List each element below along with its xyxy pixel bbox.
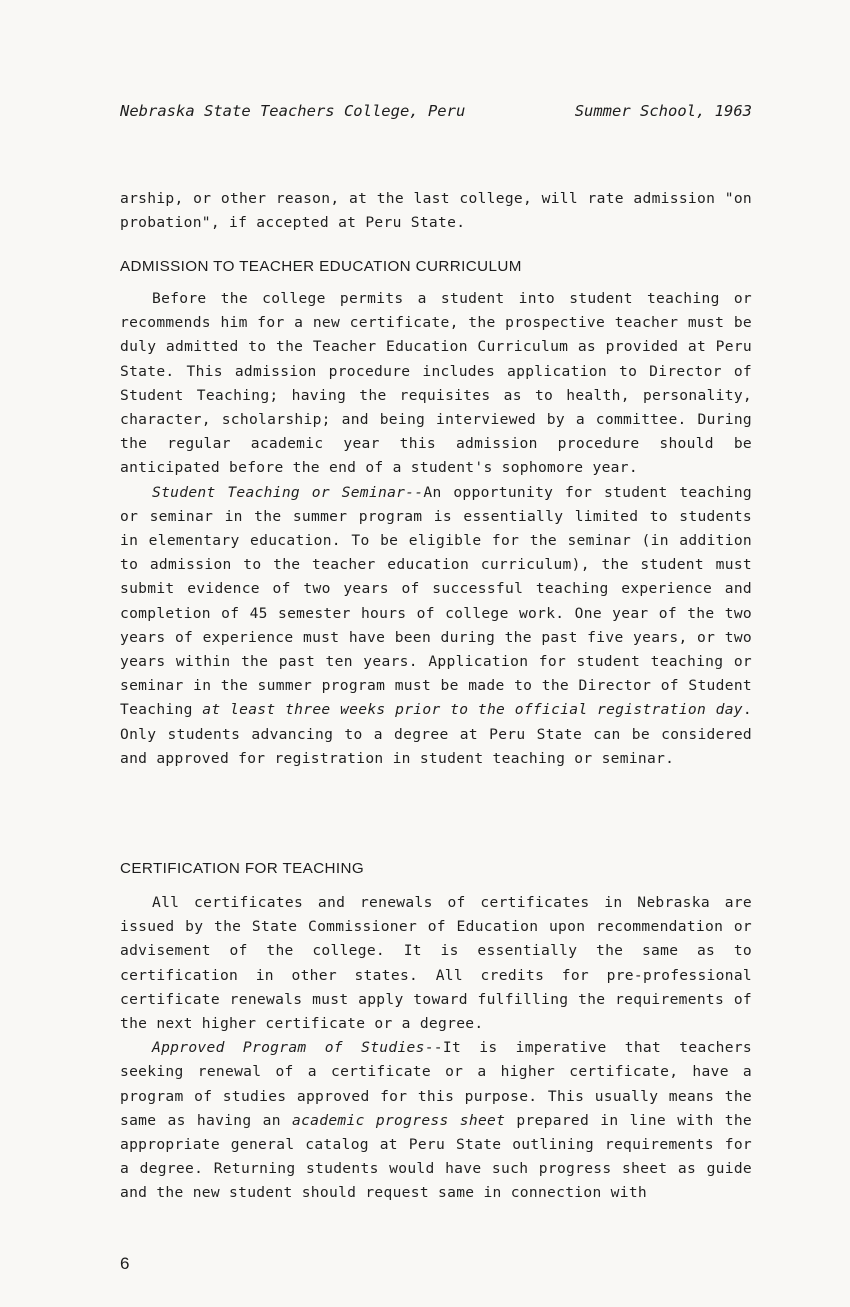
approved-program-lead: Approved Program of Studies	[152, 1039, 425, 1057]
section-heading-certification: CERTIFICATION FOR TEACHING	[120, 860, 365, 877]
student-teaching-text-2: . Only students advancing to a degree at Peru State can be considered and approved for registration in student teaching or seminar.	[120, 701, 752, 767]
student-teaching-deadline: at least three weeks prior to the official registration day	[202, 701, 743, 719]
progress-sheet-term: academic progress sheet	[292, 1111, 506, 1129]
page-number: 6	[120, 1254, 130, 1273]
admission-section-body	[120, 287, 752, 771]
certification-paragraph: All certificates and renewals of certificates in Nebraska are issued by the State Commissioner of Education upon recommendation or advisement of the college. It is essentially the same as to certification in other states. All credits for pre-professional certificate renewals must apply toward fulfilling the requirements of the next higher certificate or a degree.	[120, 894, 752, 1033]
continuation-text: arship, or other reason, at the last college, will rate admission "on probation", if accepted at Peru State.	[120, 190, 752, 232]
continuation-paragraph	[120, 187, 752, 235]
admission-paragraph: Before the college permits a student into student teaching or recommends him for a new certificate, the prospective teacher must be duly admitted to the Teacher Education Curriculum as provided at Peru State. This admission procedure includes application to Director of Student Teaching; having the requisites as to health, personality, character, scholarship; and being interviewed by a committee. During the regular academic year this admission procedure should be anticipated before the end of a student's sophomore year.	[120, 290, 752, 477]
header-session: Summer School, 1963	[574, 102, 752, 120]
student-teaching-text-1: An opportunity for student teaching or seminar in the summer program is essentially limited to students in elementary education. To be eligible for the seminar (in addition to admission to the teacher education curriculum), the student must submit evidence of two years of successful teaching experience and completion of 45 semester hours of college work. One year of the two years of experience must have been during the past five years, or two years within the past ten years. Application for student teaching or seminar in the summer program must be made to the Director of Student Teaching	[120, 483, 752, 719]
section-heading-admission: ADMISSION TO TEACHER EDUCATION CURRICULUM	[120, 258, 522, 275]
approved-program-paragraph	[120, 1036, 752, 1205]
approved-program-text-2: prepared in line with the appropriate general catalog at Peru State outlining requirements for a degree. Returning students would have such progress sheet as guide and the new student should request same in connection with	[120, 1111, 752, 1202]
header-college-name: Nebraska State Teachers College, Peru	[120, 102, 466, 120]
certification-section-body	[120, 891, 752, 1206]
student-teaching-paragraph	[120, 481, 752, 771]
approved-program-text-1: --It is imperative that teachers seeking renewal of a certificate or a higher certificate, have a program of studies approved for this purpose. This usually means the same as having an	[120, 1039, 752, 1129]
student-teaching-lead: Student Teaching or Seminar--	[152, 483, 424, 501]
